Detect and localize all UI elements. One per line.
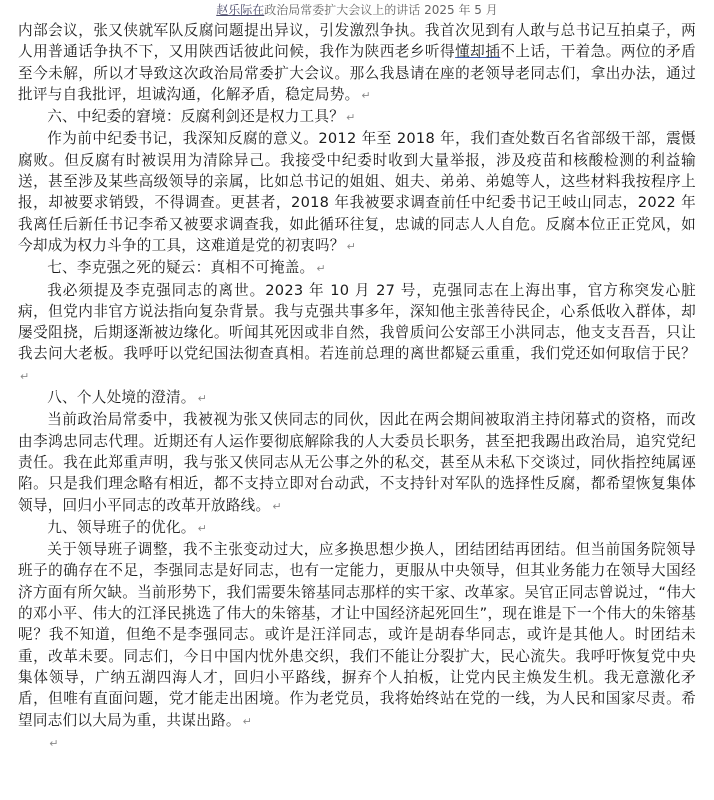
paragraph-mark: ↵ [197, 521, 208, 535]
paragraph-continuation: 内部会议，张又侠就军队反腐问题提出异议，引发激烈争执。我首次见到有人敢与总书记互拍桌子，两人用普通话争执不下，又用陕西话彼此问候，我作为陕西老乡听得懂却插不上话，干着急。两位的矛盾至今未解，所以才导致这次政治局常委扩大会议。那么我恳请在座的老领导老同志们，拿出办法，通过批评与自我批评，坦诚沟通，化解矛盾，稳定局势。 ↵ [18, 22, 696, 103]
paragraph-section-9: 关于领导班子调整，我不主张变动过大，应多换思想少换人，团结团结再团结。但当前国务院领导班子的确存在不足，李强同志是好同志，也有一定能力，更服从中央领导，但其业务能力在领导大国经济方面有所欠缺。当前形势下，我们需要朱镕基同志那样的实干家、改革家。吴官正同志曾说过，“伟大的邓小平、伟大的江泽民挑选了伟大的朱镕基，才让中国经济起死回生”，现在谁是下一个伟大的朱镕基呢？我不知道，但绝不是李强同志。或许是汪洋同志，或许是胡春华同志，或许是其他人。时团结未重，改革未要。同志们，今日中国内忧外患交织，我们不能让分裂扩大，民心流失。我呼吁恢复党中央集体领导，广纳五湖四海人才，回归小平路线，摒弃个人拍板，让党内民主焕发生机。我无意激化矛盾，但唯有直面问题，党才能走出困境。作为老党员，我将始终站在党的一线，为人民和国家尽责。希望同志们以大局为重，共谋出路。 ↵ [18, 541, 696, 729]
paragraph-mark: ↵ [272, 499, 282, 513]
document-body [18, 20, 696, 754]
section-heading-8: 八、个人处境的澄清。 ↵ [47, 389, 208, 407]
paragraph-mark: ↵ [242, 714, 253, 728]
document-header [0, 0, 714, 20]
paragraph-section-8: 当前政治局常委中，我被视为张又侠同志的同伙，因此在两会期间被取消主持闭幕式的资格，而改由李鸿忠同志代理。近期还有人运作要彻底解除我的人大委员长职务，甚至把我踢出政治局，追究党纪责任。我在此郑重声明，我与张又侠同志从无公事之外的私交，甚至从未私下交谈过，同伙指控纯属诬陷。只是我们理念略有相近，都不支持立即对台动武，不支持针对军队的选择性反腐，都希望恢复集体领导，回归小平同志的改革开放路线。 ↵ [18, 411, 696, 514]
empty-paragraph [18, 732, 696, 754]
paragraph-section-6: 作为前中纪委书记，我深知反腐的意义。2012 年至 2018 年，我们查处数百名省部级干部，震慑腐败。但反腐有时被误用为清除异己。我接受中纪委时收到大量举报，涉及疫苗和核酸检测的利益输送，甚至涉及某些高级领导的亲属，比如总书记的姐姐、姐夫、弟弟、弟媳等人，这些材料我按程序上报，却被要求销毁，不得调查。更甚者，2018 年我被要求调查前任中纪委书记王岐山同志，2022 年我离任后新任书记李希又被要求调查我，如此循环往复，忠诚的同志人人自危。反腐本位正正党风，如今却成为权力斗争的工具，这难道是党的初衷吗？ ↵ [18, 130, 696, 254]
paragraph-mark: ↵ [346, 239, 357, 253]
paragraph-section-7: 我必须提及李克强同志的离世。2023 年 10 月 27 号，克强同志在上海出事，官方称突发心脏病，但党内非官方说法指向复杂背景。我与克强共事多年，深知他主张善待民企，心系低收入群体，却屡受阻挠，后期逐渐被边缘化。听闻其死因或非自然，我曾质问公安部王小洪同志，他支支吾吾，只让我去问大老板。我呼吁以党纪国法彻查真相。若连前总理的离世都疑云重重，我们党还如何取信于民？↵ [18, 281, 696, 383]
paragraph-mark: ↵ [316, 262, 326, 276]
paragraph-mark: ↵ [49, 736, 59, 750]
header-title: 政治局常委扩大会议上的讲话 2025 年 5 月 [264, 3, 498, 17]
section-heading-9: 九、领导班子的优化。 ↵ [47, 518, 208, 536]
paragraph-mark: ↵ [346, 111, 356, 125]
section-heading-7: 七、李克强之死的疑云：真相不可掩盖。 ↵ [47, 259, 326, 277]
paragraph-mark: ↵ [20, 369, 30, 383]
paragraph-mark: ↵ [197, 392, 208, 406]
section-heading-6: 六、中纪委的窘境：反腐利剑还是权力工具？ ↵ [47, 108, 356, 126]
paragraph-mark: ↵ [361, 88, 371, 102]
highlighted-text: 懂却插 [455, 43, 501, 61]
header-name: 赵乐际在 [216, 3, 265, 17]
